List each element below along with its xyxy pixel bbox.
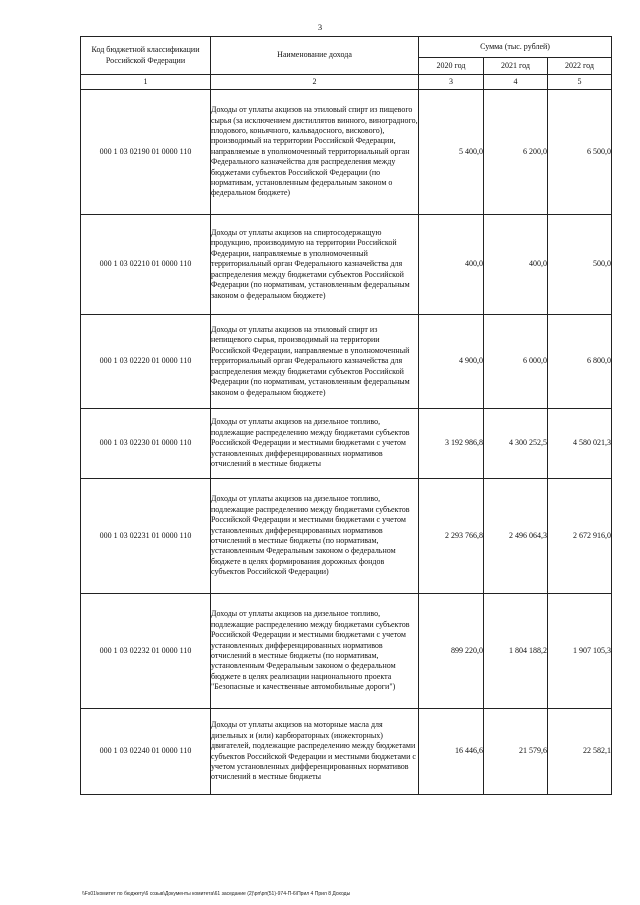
column-number: 2 bbox=[211, 75, 419, 90]
row-value-2022: 2 672 916,0 bbox=[548, 479, 612, 594]
row-value-2020: 16 446,6 bbox=[419, 709, 484, 795]
row-value-2021: 6 200,0 bbox=[484, 90, 548, 215]
table-row bbox=[81, 709, 612, 795]
header-name: Наименование дохода bbox=[211, 37, 419, 75]
row-value-2020: 2 293 766,8 bbox=[419, 479, 484, 594]
column-number: 1 bbox=[81, 75, 211, 90]
table-row bbox=[81, 90, 612, 215]
row-value-2022: 22 582,1 bbox=[548, 709, 612, 795]
row-name: Доходы от уплаты акцизов на дизельное топливо, подлежащие распределению между бюджетами субъектов Российской Федерации и местными бюджетами с учетом установленных дифференцированных нормативов отчислений в местные бюджеты bbox=[211, 409, 419, 479]
row-code: 000 1 03 02232 01 0000 110 bbox=[81, 594, 211, 709]
table-row bbox=[81, 594, 612, 709]
table-row bbox=[81, 479, 612, 594]
column-number: 3 bbox=[419, 75, 484, 90]
row-code: 000 1 03 02240 01 0000 110 bbox=[81, 709, 211, 795]
row-value-2020: 5 400,0 bbox=[419, 90, 484, 215]
column-number: 4 bbox=[484, 75, 548, 90]
row-code: 000 1 03 02231 01 0000 110 bbox=[81, 479, 211, 594]
header-year-2020: 2020 год bbox=[419, 58, 484, 75]
row-code: 000 1 03 02220 01 0000 110 bbox=[81, 315, 211, 409]
table-row bbox=[81, 215, 612, 315]
row-value-2022: 4 580 021,3 bbox=[548, 409, 612, 479]
row-name: Доходы от уплаты акцизов на этиловый спирт из пищевого сырья (за исключением дистиллятов винного, виноградного, плодового, коньячного, кальвадосного, вискового), производимый на территории Российской Федерации, направляемые в уполномоченный территориальный орган Федерального казначейства для распределения между бюджетами субъектов Российской Федерации (по нормативам, установленным федеральным законом о федеральном бюджете) bbox=[211, 90, 419, 215]
header-code: Код бюджетной классификации Российской Федерации bbox=[81, 37, 211, 75]
table-row bbox=[81, 409, 612, 479]
column-number: 5 bbox=[548, 75, 612, 90]
document-file-path: \\Fs01\комитет по бюджету\6 созыв\Документы комитета\61 заседание (2)\рп\рп(51)-974-П-6\Прил 4 Прил 8 Доходы bbox=[82, 891, 351, 897]
revenue-table bbox=[80, 36, 612, 795]
row-value-2022: 6 800,0 bbox=[548, 315, 612, 409]
row-code: 000 1 03 02230 01 0000 110 bbox=[81, 409, 211, 479]
row-value-2021: 4 300 252,5 bbox=[484, 409, 548, 479]
header-year-2021: 2021 год bbox=[484, 58, 548, 75]
row-value-2022: 6 500,0 bbox=[548, 90, 612, 215]
row-value-2021: 1 804 188,2 bbox=[484, 594, 548, 709]
row-name: Доходы от уплаты акцизов на моторные масла для дизельных и (или) карбюраторных (инжекторных) двигателей, подлежащие распределению между бюджетами субъектов Российской Федерации и местными бюджетами с учетом установленных дифференцированных нормативов отчислений в местные бюджеты bbox=[211, 709, 419, 795]
row-code: 000 1 03 02190 01 0000 110 bbox=[81, 90, 211, 215]
header-sum: Сумма (тыс. рублей) bbox=[419, 37, 612, 58]
header-year-2022: 2022 год bbox=[548, 58, 612, 75]
row-value-2021: 400,0 bbox=[484, 215, 548, 315]
row-value-2021: 2 496 064,3 bbox=[484, 479, 548, 594]
row-value-2020: 400,0 bbox=[419, 215, 484, 315]
row-value-2020: 4 900,0 bbox=[419, 315, 484, 409]
row-name: Доходы от уплаты акцизов на спиртосодержащую продукцию, производимую на территории Российской Федерации, направляемые в уполномоченный территориальный орган Федерального казначейства для распределения между бюджетами субъектов Российской Федерации (по нормативам, установленным федеральным законом о федеральном бюджете) bbox=[211, 215, 419, 315]
row-value-2020: 3 192 986,8 bbox=[419, 409, 484, 479]
row-value-2022: 500,0 bbox=[548, 215, 612, 315]
row-code: 000 1 03 02210 01 0000 110 bbox=[81, 215, 211, 315]
column-number-row bbox=[81, 75, 612, 90]
table-row bbox=[81, 315, 612, 409]
row-value-2021: 6 000,0 bbox=[484, 315, 548, 409]
row-name: Доходы от уплаты акцизов на дизельное топливо, подлежащие распределению между бюджетами субъектов Российской Федерации и местными бюджетами с учетом установленных дифференцированных нормативов отчислений в местные бюджеты (по нормативам, установленным Федеральным законом о федеральном бюджете в целях реализации национального проекта "Безопасные и качественные автомобильные дороги") bbox=[211, 594, 419, 709]
row-value-2020: 899 220,0 bbox=[419, 594, 484, 709]
page-number: 3 bbox=[317, 22, 323, 32]
row-name: Доходы от уплаты акцизов на дизельное топливо, подлежащие распределению между бюджетами субъектов Российской Федерации и местными бюджетами с учетом установленных дифференцированных нормативов отчислений в местные бюджеты (по нормативам, установленным Федеральным законом о федеральном бюджете в целях формирования дорожных фондов субъектов Российской Федерации) bbox=[211, 479, 419, 594]
row-name: Доходы от уплаты акцизов на этиловый спирт из непищевого сырья, производимый на территории Российской Федерации, направляемые в уполномоченный территориальный орган Федерального казначейства для распределения между бюджетами субъектов Российской Федерации (по нормативам, установленным федеральным законом о федеральном бюджете) bbox=[211, 315, 419, 409]
row-value-2022: 1 907 105,3 bbox=[548, 594, 612, 709]
row-value-2021: 21 579,6 bbox=[484, 709, 548, 795]
